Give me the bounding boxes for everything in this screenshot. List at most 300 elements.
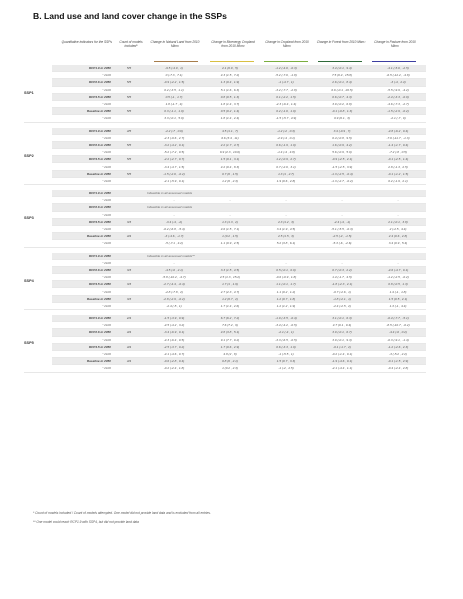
table-row bbox=[24, 190, 426, 197]
forest-value: -1.3 (-2.5 , -0.4) bbox=[314, 170, 370, 177]
model-count bbox=[112, 86, 146, 93]
cropland-value: - bbox=[258, 197, 314, 204]
pasture-value: -0.1 (-1.2 , 1.5) bbox=[370, 170, 426, 177]
header-pasture-underline bbox=[372, 61, 416, 62]
cropland-value: -3.4 (-4.2 , -0.5) bbox=[258, 322, 314, 329]
model-count bbox=[112, 274, 146, 281]
indicator-label: ″ 2100 bbox=[52, 259, 112, 266]
indicator-label: ″ 2100 bbox=[52, 322, 112, 329]
model-count bbox=[112, 72, 146, 79]
model-count bbox=[112, 190, 146, 197]
bioenergy-value: 3.3 (1.5 , 4.5) bbox=[202, 266, 258, 273]
pasture-value: -7.2 (-8 , 0.5) bbox=[370, 149, 426, 156]
cropland-value: -1.9 (-3.5 , -0.4) bbox=[258, 315, 314, 322]
indicator-label: RCP1.9 in 2050 bbox=[52, 65, 112, 72]
natural-land-value: -2.1 (-5.9 , 0.1) bbox=[146, 177, 202, 184]
pasture-value: -1.2 (-2.5 , -0.2) bbox=[370, 274, 426, 281]
bioenergy-value: 1.2 (0 , 2.3) bbox=[202, 177, 258, 184]
forest-value: 4.7 (0.1 , 9.4) bbox=[314, 322, 370, 329]
indicator-label: RCP1.9 in 2050 bbox=[52, 190, 112, 197]
forest-value: 3.4 (-0.9 , 7) bbox=[314, 128, 370, 135]
bioenergy-value: 2.7 (2.3 , 4.7) bbox=[202, 288, 258, 295]
header-natural-underline bbox=[154, 61, 198, 62]
model-count bbox=[112, 288, 146, 295]
model-count: 4/4 bbox=[112, 329, 146, 336]
pasture-value: -4.8 (-6.2 , 0.4) bbox=[370, 128, 426, 135]
natural-land-value: -0.6 (-2.8 , 0.4) bbox=[146, 358, 202, 365]
natural-land-value: -2.2 (-7 , 0.6) bbox=[146, 128, 202, 135]
cropland-value: -1 (-4.7 , 1) bbox=[258, 79, 314, 86]
bioenergy-value: 1.8 (1.4 , 2.4) bbox=[202, 115, 258, 122]
pasture-value: 0.8 (-0.5 , 1.3) bbox=[370, 281, 426, 288]
cropland-value: 0.6 (-1.9 , 1.9) bbox=[258, 141, 314, 148]
forest-value: -0.1 (-1.7 , 2) bbox=[314, 343, 370, 350]
table-row bbox=[24, 365, 426, 372]
indicator-label: ″ 2100 bbox=[52, 134, 112, 141]
model-count bbox=[112, 365, 146, 372]
header-count: Count of models included* bbox=[119, 40, 143, 49]
cropland-value: 0.7 (-2.6 , 3.1) bbox=[258, 163, 314, 170]
table-row bbox=[24, 115, 426, 122]
pasture-value: -2.1 (-7 , 0) bbox=[370, 115, 426, 122]
natural-land-value: -2.7 (-4.4 , -0.4) bbox=[146, 281, 202, 288]
indicator-label: RCP4.5 in 2050 bbox=[52, 343, 112, 350]
forest-value: 0.7 (-0.3 , 2.2) bbox=[314, 266, 370, 273]
model-count bbox=[112, 163, 146, 170]
forest-value: 3.9 (-0.1 , 6.7) bbox=[314, 329, 370, 336]
pasture-value: -0.4 (-2.4 , 2.8) bbox=[370, 365, 426, 372]
indicator-label: ″ 2100 bbox=[52, 336, 112, 343]
natural-land-value: - bbox=[146, 259, 202, 266]
table-row bbox=[24, 322, 426, 329]
pasture-value: - bbox=[370, 211, 426, 218]
indicator-label: Baseline in 2050 bbox=[52, 233, 112, 240]
forest-value: 3.4 (-0.1 , 9.4) bbox=[314, 65, 370, 72]
table-row bbox=[24, 225, 426, 232]
forest-value: - bbox=[314, 211, 370, 218]
model-count bbox=[112, 322, 146, 329]
natural-land-value: -0.2 (-2.4 , 1.8) bbox=[146, 365, 202, 372]
model-count bbox=[112, 302, 146, 309]
indicator-label: ″ 2100 bbox=[52, 177, 112, 184]
table-row bbox=[24, 72, 426, 79]
natural-land-value: -3.4 (-4 , -2) bbox=[146, 218, 202, 225]
page-title: B. Land use and land cover change in the SSPs bbox=[33, 11, 227, 21]
pasture-value: 1.4 (-1 , 1.8) bbox=[370, 288, 426, 295]
table-row bbox=[24, 343, 426, 350]
indicator-label: ″ 2100 bbox=[52, 288, 112, 295]
forest-value: 1.6 (-0.9 , 4.2) bbox=[314, 141, 370, 148]
table-row bbox=[24, 204, 426, 211]
cropland-value: -1 (-5.5 , 1) bbox=[258, 350, 314, 357]
natural-land-value: -3 (-4.6 , -1.7) bbox=[146, 233, 202, 240]
model-count bbox=[112, 259, 146, 266]
table-row bbox=[24, 197, 426, 204]
bioenergy-value: 4.8 (2 , 8) bbox=[202, 350, 258, 357]
natural-land-value: -2.5 (-3.7 , 0.2) bbox=[146, 343, 202, 350]
indicator-label: Baseline in 2050 bbox=[52, 108, 112, 115]
table-row bbox=[24, 141, 426, 148]
cropland-value: 1.9 (0.6 , 2.8) bbox=[258, 177, 314, 184]
cropland-value: -1 (-2 , 2.5) bbox=[258, 365, 314, 372]
forest-value: -5.1 (-5.5 , -0.3) bbox=[314, 225, 370, 232]
table-row bbox=[24, 253, 426, 260]
indicator-label: ″ 2100 bbox=[52, 240, 112, 247]
forest-value: 7.5 (0.4 , 15.8) bbox=[314, 72, 370, 79]
cropland-value: 3.4 (1.9 , 4.5) bbox=[258, 225, 314, 232]
indicator-label: RCP1.9 in 2050 bbox=[52, 253, 112, 260]
pasture-value: -4.6 (-4.7 , 0.1) bbox=[370, 266, 426, 273]
table-row bbox=[24, 170, 426, 177]
bioenergy-value: 1.3 (1.3 , 2) bbox=[202, 218, 258, 225]
table-row bbox=[24, 274, 426, 281]
bioenergy-value: 0.8 (0 , 2.1) bbox=[202, 358, 258, 365]
bioenergy-value: 1.7 (1 , 1.9) bbox=[202, 281, 258, 288]
pasture-value: -8.5 (-10.7 , -6.2) bbox=[370, 322, 426, 329]
forest-value: 0.9 (0.1 , 3) bbox=[314, 115, 370, 122]
cropland-value: -2.9 (-4 , 0.1) bbox=[258, 134, 314, 141]
model-count: 5/5 bbox=[112, 141, 146, 148]
cropland-value: - bbox=[258, 259, 314, 266]
cropland-value: 2.5 (1.5 , 3) bbox=[258, 233, 314, 240]
ssp-land-use-table bbox=[24, 65, 426, 373]
indicator-label: RCP1.9 in 2050 bbox=[52, 128, 112, 135]
pasture-value: 2.4 (0.6 , 2.8) bbox=[370, 233, 426, 240]
indicator-label: ″ 2100 bbox=[52, 211, 112, 218]
pasture-value: 0.2 (-1.9 , 2.1) bbox=[370, 177, 426, 184]
cropland-value: 1.3 (1 , 2.7) bbox=[258, 170, 314, 177]
forest-value: -2.1 (-4.4 , 1.1) bbox=[314, 365, 370, 372]
cropland-value: -3.3 (-6.5 , -0.5) bbox=[258, 336, 314, 343]
indicator-label: ″ 2100 bbox=[52, 86, 112, 93]
infeasible-note: Infeasible in all assessed models** bbox=[146, 253, 426, 260]
natural-land-value: -4.5 (-4.2 , 3.2) bbox=[146, 322, 202, 329]
table-row bbox=[24, 233, 426, 240]
indicator-label: RCP2.6 in 2050 bbox=[52, 204, 112, 211]
header-pasture: Change in Pasture from 2010 Mkm² bbox=[374, 40, 416, 49]
pasture-value: - bbox=[370, 259, 426, 266]
bioenergy-value: - bbox=[202, 211, 258, 218]
natural-land-value: -4.5 (-6 , 2.1) bbox=[146, 266, 202, 273]
cropland-value: -1.2 (-2 , 0.3) bbox=[258, 128, 314, 135]
forest-value: 6.4 (-0.8 , 9.5) bbox=[314, 134, 370, 141]
indicator-label: RCP1.9 in 2050 bbox=[52, 315, 112, 322]
bioenergy-value: 6.6 (3.4 , 11) bbox=[202, 134, 258, 141]
cropland-value: 0.6 (-3.3 , 1.9) bbox=[258, 343, 314, 350]
forest-value: -2.4 (-4 , -1) bbox=[314, 218, 370, 225]
pasture-value: 1.3 (-1 , 4.4) bbox=[370, 302, 426, 309]
bioenergy-value: 9.1 (7.7 , 9.2) bbox=[202, 336, 258, 343]
natural-land-value: 0.2 (-3.5 , 1.1) bbox=[146, 86, 202, 93]
cropland-value: -1.4 (-4 , 4.8) bbox=[258, 149, 314, 156]
forest-value: -0.2 (-1.4 , 9.1) bbox=[314, 350, 370, 357]
model-count bbox=[112, 134, 146, 141]
model-count bbox=[112, 197, 146, 204]
indicator-label: RCP4.5 in 2050 bbox=[52, 156, 112, 163]
natural-land-value: - bbox=[146, 197, 202, 204]
forest-value: 1.4 (-1.7 , 4.5) bbox=[314, 274, 370, 281]
natural-land-value: -1.5 (-2.6 , -0.2) bbox=[146, 170, 202, 177]
forest-value: -5.3 (-6 , -2.6) bbox=[314, 240, 370, 247]
model-count bbox=[112, 177, 146, 184]
table-row bbox=[24, 65, 426, 72]
model-count: 4/4 bbox=[112, 358, 146, 365]
header-bioenergy-cropland: Change in Bioenergy Cropland from 2010 Mkm² bbox=[211, 40, 255, 49]
bioenergy-value: 0.7 (0 , 1.5) bbox=[202, 170, 258, 177]
table-row bbox=[24, 288, 426, 295]
model-count: 5/5 bbox=[112, 65, 146, 72]
natural-land-value: 1.8 (-1.7 , 4) bbox=[146, 100, 202, 107]
cropland-value: -1.2 (-4.6 , -0.3) bbox=[258, 65, 314, 72]
model-count: 4/4 bbox=[112, 343, 146, 350]
header-cropland-underline bbox=[264, 61, 308, 62]
table-row bbox=[24, 302, 426, 309]
indicator-label: Baseline in 2050 bbox=[52, 295, 112, 302]
natural-land-value: -2.4 (-5 , 1) bbox=[146, 302, 202, 309]
indicator-label: ″ 2100 bbox=[52, 163, 112, 170]
natural-land-value: -2.8 (-2.9 , -0.2) bbox=[146, 295, 202, 302]
bioenergy-value: 4.5 (1.1 , 7) bbox=[202, 128, 258, 135]
cropland-value: -0.6 (-0.9 , 1.8) bbox=[258, 274, 314, 281]
forest-value: -2.5 (-4 , -1.5) bbox=[314, 233, 370, 240]
natural-land-value: -3.2 (-4.2 , 0.1) bbox=[146, 141, 202, 148]
table-row bbox=[24, 358, 426, 365]
bioenergy-value: 1.7 (1.4 , 2.6) bbox=[202, 302, 258, 309]
bioenergy-value: 7.6 (7.2 , 9) bbox=[202, 322, 258, 329]
ssp-label: SSP4 bbox=[24, 253, 52, 310]
table-row bbox=[24, 350, 426, 357]
forest-value: 0.6 (-0.7 , 4.3) bbox=[314, 93, 370, 100]
pasture-value: - bbox=[370, 197, 426, 204]
natural-land-value: -5.8 (-10.2 , -4.7) bbox=[146, 274, 202, 281]
model-count: 5/5 bbox=[112, 93, 146, 100]
model-count: 5/5 bbox=[112, 156, 146, 163]
table-row bbox=[24, 281, 426, 288]
pasture-value: 1.5 (0.5 , 2.1) bbox=[370, 295, 426, 302]
indicator-label: ″ 2100 bbox=[52, 365, 112, 372]
natural-land-value: -1.5 (-3.9 , 0.9) bbox=[146, 315, 202, 322]
cropland-value: 1.2 (1.2 , 1.9) bbox=[258, 302, 314, 309]
indicator-label: RCP4.5 in 2050 bbox=[52, 281, 112, 288]
forest-value: 3.9 (-0.1 , 9.3) bbox=[314, 336, 370, 343]
forest-value: -1.8 (-2.1 , 1) bbox=[314, 295, 370, 302]
natural-land-value: -2.3 (-9.6 , 2.7) bbox=[146, 134, 202, 141]
natural-land-value: 0 (-7.3 , 7.1) bbox=[146, 72, 202, 79]
natural-land-value: 0.3 (-1.1 , 1.9) bbox=[146, 108, 202, 115]
pasture-value: -4.4 (-6 , 0.2) bbox=[370, 329, 426, 336]
forest-value: 6.6 (-0.1 , 20.5) bbox=[314, 86, 370, 93]
indicator-label: RCP4.5 in 2050 bbox=[52, 93, 112, 100]
ssp-label: SSP3 bbox=[24, 190, 52, 247]
forest-value: -1.3 (-2.7 , -0.2) bbox=[314, 177, 370, 184]
forest-value: - bbox=[314, 197, 370, 204]
pasture-value: -0.1 (-2.5 , 1.4) bbox=[370, 156, 426, 163]
cropland-value: -5.2 (-7.6 , -1.8) bbox=[258, 72, 314, 79]
table-row bbox=[24, 218, 426, 225]
pasture-value: -2.4 (-3.3 , -0.9) bbox=[370, 93, 426, 100]
cropland-value: 0.5 (-0.1 , 0.9) bbox=[258, 266, 314, 273]
forest-value: -1.5 (-2.5 , 3.9) bbox=[314, 163, 370, 170]
bioenergy-value: - bbox=[202, 197, 258, 204]
forest-value: 3.1 (-0.1 , 6.3) bbox=[314, 315, 370, 322]
model-count: 4/4 bbox=[112, 233, 146, 240]
pasture-value: 2.1 (-0.1 , 3.8) bbox=[370, 218, 426, 225]
natural-land-value: -3.4 (-4.7 , 1.5) bbox=[146, 163, 202, 170]
model-count bbox=[112, 225, 146, 232]
indicator-label: Baseline in 2050 bbox=[52, 170, 112, 177]
forest-value: -1.8 (-2.3 , 2.1) bbox=[314, 281, 370, 288]
model-count: 2/4 bbox=[112, 315, 146, 322]
table-body bbox=[24, 65, 426, 372]
cropland-value: - bbox=[258, 211, 314, 218]
bioenergy-value: 2.5 (1.3 , 15.2) bbox=[202, 274, 258, 281]
model-count: 5/5 bbox=[112, 79, 146, 86]
model-count bbox=[112, 336, 146, 343]
natural-land-value: -2.8 (-7.8 , 2) bbox=[146, 288, 202, 295]
indicator-label: ″ 2100 bbox=[52, 72, 112, 79]
natural-land-value: -5 (-7.1 , 4.2) bbox=[146, 240, 202, 247]
model-count: 4/5 bbox=[112, 128, 146, 135]
bioenergy-value: 1 (0.2 , 2.3) bbox=[202, 365, 258, 372]
natural-land-value: -5.2 (-7.2 , 0.5) bbox=[146, 149, 202, 156]
natural-land-value: -3.4 (-6.9 , 0.1) bbox=[146, 329, 202, 336]
table-row bbox=[24, 329, 426, 336]
ssp-label: SSP1 bbox=[24, 65, 52, 122]
forest-value: -1.9 (-4.6 , 0.1) bbox=[314, 358, 370, 365]
cropland-value: 5.2 (3.8 , 6.1) bbox=[258, 240, 314, 247]
forest-value: 2.6 (-0.1 , 8.4) bbox=[314, 79, 370, 86]
bioenergy-value: 0.5 (0.2 , 1.4) bbox=[202, 108, 258, 115]
table-row bbox=[24, 315, 426, 322]
indicator-label: RCP4.5 in 2050 bbox=[52, 218, 112, 225]
forest-value: 3.9 (-0.2 , 6.8) bbox=[314, 100, 370, 107]
table-row bbox=[24, 149, 426, 156]
indicator-label: ″ 2100 bbox=[52, 197, 112, 204]
natural-land-value: -4.3 (-6.4 , 0.5) bbox=[146, 336, 202, 343]
table-row bbox=[24, 240, 426, 247]
forest-value: -0.7 (-2.6 , 1) bbox=[314, 288, 370, 295]
cropland-value: -2.1 (-4 , 1) bbox=[258, 329, 314, 336]
table-row bbox=[24, 295, 426, 302]
table-row bbox=[24, 163, 426, 170]
pasture-value: -5.5 (-9.9 , -4.2) bbox=[370, 86, 426, 93]
pasture-value: -7.6 (-11.7 , -1.3) bbox=[370, 134, 426, 141]
table-row bbox=[24, 128, 426, 135]
indicator-label: ″ 2100 bbox=[52, 302, 112, 309]
natural-land-value: -6.2 (-6.8 , -5.4) bbox=[146, 225, 202, 232]
natural-land-value: 3.3 (-0.1 , 5.9) bbox=[146, 115, 202, 122]
pasture-value: -0.1 (-1.5 , 2.9) bbox=[370, 358, 426, 365]
pasture-value: -6.4 (-7.7 , -5.1) bbox=[370, 315, 426, 322]
model-count bbox=[112, 100, 146, 107]
bioenergy-value: 6.7 (6.2 , 7.2) bbox=[202, 315, 258, 322]
indicator-label: Baseline in 2050 bbox=[52, 358, 112, 365]
table-row bbox=[24, 177, 426, 184]
natural-land-value: 0.5 (-1 , 1.7) bbox=[146, 93, 202, 100]
header-bioenergy-underline bbox=[210, 61, 254, 62]
indicator-label: ″ 2100 bbox=[52, 350, 112, 357]
bioenergy-value: 1.1 (0.9 , 2.5) bbox=[202, 240, 258, 247]
forest-value: -0.1 (-0.8 , 1.3) bbox=[314, 108, 370, 115]
header-cropland: Change in Cropland from 2010 Mkm² bbox=[265, 40, 309, 49]
forest-value: -2.4 (-2.5 , 2) bbox=[314, 302, 370, 309]
indicator-label: RCP2.6 in 2050 bbox=[52, 329, 112, 336]
table-row bbox=[24, 93, 426, 100]
model-count bbox=[112, 115, 146, 122]
indicator-label: RCP2.6 in 2050 bbox=[52, 141, 112, 148]
pasture-value: -6.5 (-12.2 , -4.8) bbox=[370, 72, 426, 79]
pasture-value: -1.4 (-1.7 , 0.4) bbox=[370, 141, 426, 148]
model-count bbox=[112, 149, 146, 156]
natural-land-value: - bbox=[146, 211, 202, 218]
indicator-label: ″ 2100 bbox=[52, 149, 112, 156]
natural-land-value: -2.2 (-2.7 , 0.7) bbox=[146, 156, 202, 163]
model-count bbox=[112, 204, 146, 211]
indicator-label: ″ 2100 bbox=[52, 100, 112, 107]
bioenergy-value: 4.6 (1.5 , 7.1) bbox=[202, 225, 258, 232]
pasture-value: -3 (-4 , 2.4) bbox=[370, 79, 426, 86]
bioenergy-value: 1.2 (0.7 , 2) bbox=[202, 295, 258, 302]
cropland-value: 1.1 (0.2 , 1.2) bbox=[258, 288, 314, 295]
pasture-value: -1.2 (-2.6 , 2.3) bbox=[370, 343, 426, 350]
cropland-value: 1.2 (-0.9 , 2.7) bbox=[258, 156, 314, 163]
indicator-label: ″ 2100 bbox=[52, 225, 112, 232]
table-row bbox=[24, 211, 426, 218]
forest-value: - bbox=[314, 259, 370, 266]
bioenergy-value: 6.9 (2.3 , 10.6) bbox=[202, 149, 258, 156]
model-count: 3/3 bbox=[112, 218, 146, 225]
pasture-value: -3 (-5.2 , 2.2) bbox=[370, 350, 426, 357]
cropland-value: 1.1 (-0.1 , 1.7) bbox=[258, 281, 314, 288]
header-natural-land: Change in Natural Land from 2010 Mkm² bbox=[150, 40, 200, 49]
bioenergy-value: 1.5 (0.1 , 3.1) bbox=[202, 156, 258, 163]
forest-value: -0.9 (-2.5 , 2.1) bbox=[314, 156, 370, 163]
table-row bbox=[24, 266, 426, 273]
bioenergy-value: 2.1 (0.9 , 5) bbox=[202, 65, 258, 72]
forest-value: 5.6 (-0.9 , 5.9) bbox=[314, 149, 370, 156]
cropland-value: -2.3 (-6.4 , 1.4) bbox=[258, 100, 314, 107]
pasture-value: -4.1 (-5.6 , -2.5) bbox=[370, 65, 426, 72]
pasture-value: -6.3 (-9.1 , -1.4) bbox=[370, 336, 426, 343]
cropland-value: 1.2 (0.7 , 1.8) bbox=[258, 295, 314, 302]
bioenergy-value: 0.8 (0.5 , 1.3) bbox=[202, 93, 258, 100]
header-forest-underline bbox=[318, 61, 362, 62]
model-count: 3/3 bbox=[112, 295, 146, 302]
bioenergy-value: 1.7 (0.6 , 2.9) bbox=[202, 343, 258, 350]
bioenergy-value: 1.8 (1.4 , 3.7) bbox=[202, 100, 258, 107]
natural-land-value: -4.1 (-4.6 , 0.7) bbox=[146, 350, 202, 357]
model-count bbox=[112, 253, 146, 260]
table-row bbox=[24, 86, 426, 93]
footnote-rcp19: ** One model could reach RCP1.9 with SSP4, but did not provide land data bbox=[33, 520, 139, 524]
natural-land-value: -9.5 (-4.9 , 1) bbox=[146, 65, 202, 72]
model-count: 3/3 bbox=[112, 266, 146, 273]
model-count bbox=[112, 240, 146, 247]
cropland-value: 1.5 (0.7 , 3.3) bbox=[258, 358, 314, 365]
table-row bbox=[24, 79, 426, 86]
cropland-value: -1.5 (-5.7 , 4.9) bbox=[258, 115, 314, 122]
pasture-value: -4.6 (-7.3 , -2.7) bbox=[370, 100, 426, 107]
table-row bbox=[24, 336, 426, 343]
pasture-value: -1.5 (-2.9 , -0.2) bbox=[370, 108, 426, 115]
model-count bbox=[112, 211, 146, 218]
natural-land-value: -0.9 (-2.2 , 1.5) bbox=[146, 79, 202, 86]
bioenergy-value: 5.1 (1.6 , 6.3) bbox=[202, 86, 258, 93]
table-row bbox=[24, 134, 426, 141]
bioenergy-value: 2.2 (1.7 , 4.7) bbox=[202, 141, 258, 148]
model-count: 5/5 bbox=[112, 170, 146, 177]
table-row bbox=[24, 100, 426, 107]
